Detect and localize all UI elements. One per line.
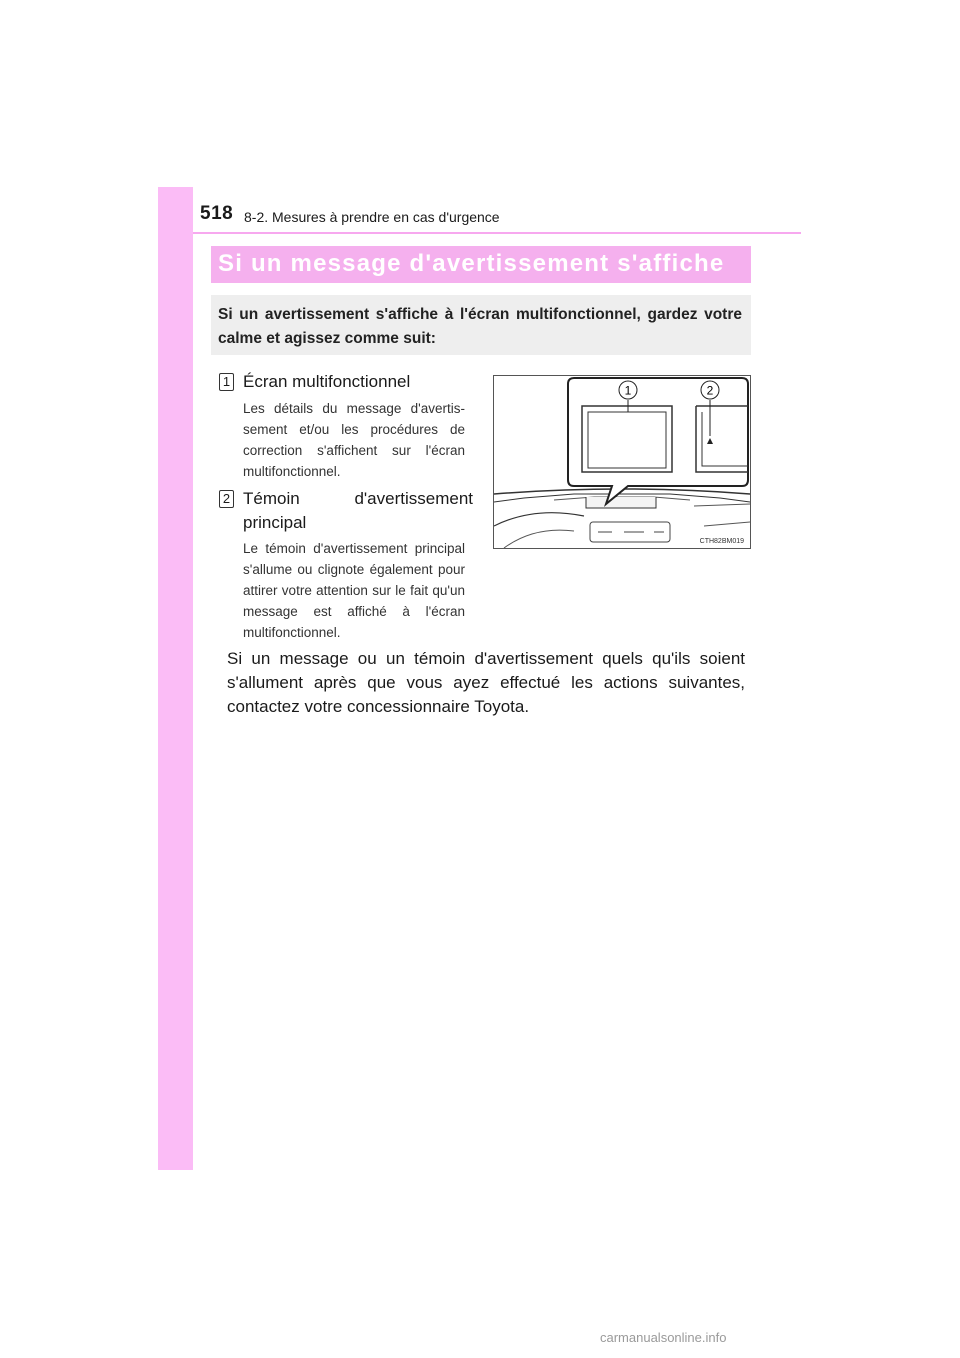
- item-title-1: Écran multifonctionnel: [243, 372, 411, 391]
- watermark: carmanualsonline.info: [600, 1330, 727, 1345]
- body-paragraph: Si un message ou un témoin d'avertissement quels qu'ils soient s'allument après que vous ayez effectué les actions suivantes, contactez votre concessionnaire Toyota.: [227, 649, 745, 716]
- item-marker-1: 1: [219, 373, 234, 391]
- section-reference: 8-2. Mesures à prendre en cas d'urgence: [244, 209, 500, 225]
- header-divider: [193, 232, 801, 234]
- dashboard-drawing: [494, 376, 750, 548]
- item-title-2: Témoin d'avertissement principal: [243, 489, 473, 532]
- page-title: Si un message d'avertissement s'affiche: [218, 250, 725, 277]
- item-description-1: Les détails du message d'avertissement et/ou les procédures de correction s'affichent sur l'écran multifonctionnel.: [243, 401, 465, 479]
- item-description-2: Le témoin d'avertissement principal s'allume ou clignote également pour attirer votre attention sur le fait qu'un message est affiché à l'écran multifonctionnel.: [243, 541, 465, 640]
- figure-code: CTH82BM019: [699, 538, 744, 545]
- intro-text: Si un avertissement s'affiche à l'écran multifonctionnel, gardez votre calme et agissez comme suit:: [218, 306, 742, 347]
- figure-callout-2: 2: [706, 383, 714, 398]
- item-marker-2: 2: [219, 490, 234, 508]
- side-tab-strip: [158, 187, 193, 1170]
- dashboard-illustration: [493, 375, 751, 549]
- figure-callout-1: 1: [624, 383, 632, 398]
- page-number: 518: [200, 203, 234, 224]
